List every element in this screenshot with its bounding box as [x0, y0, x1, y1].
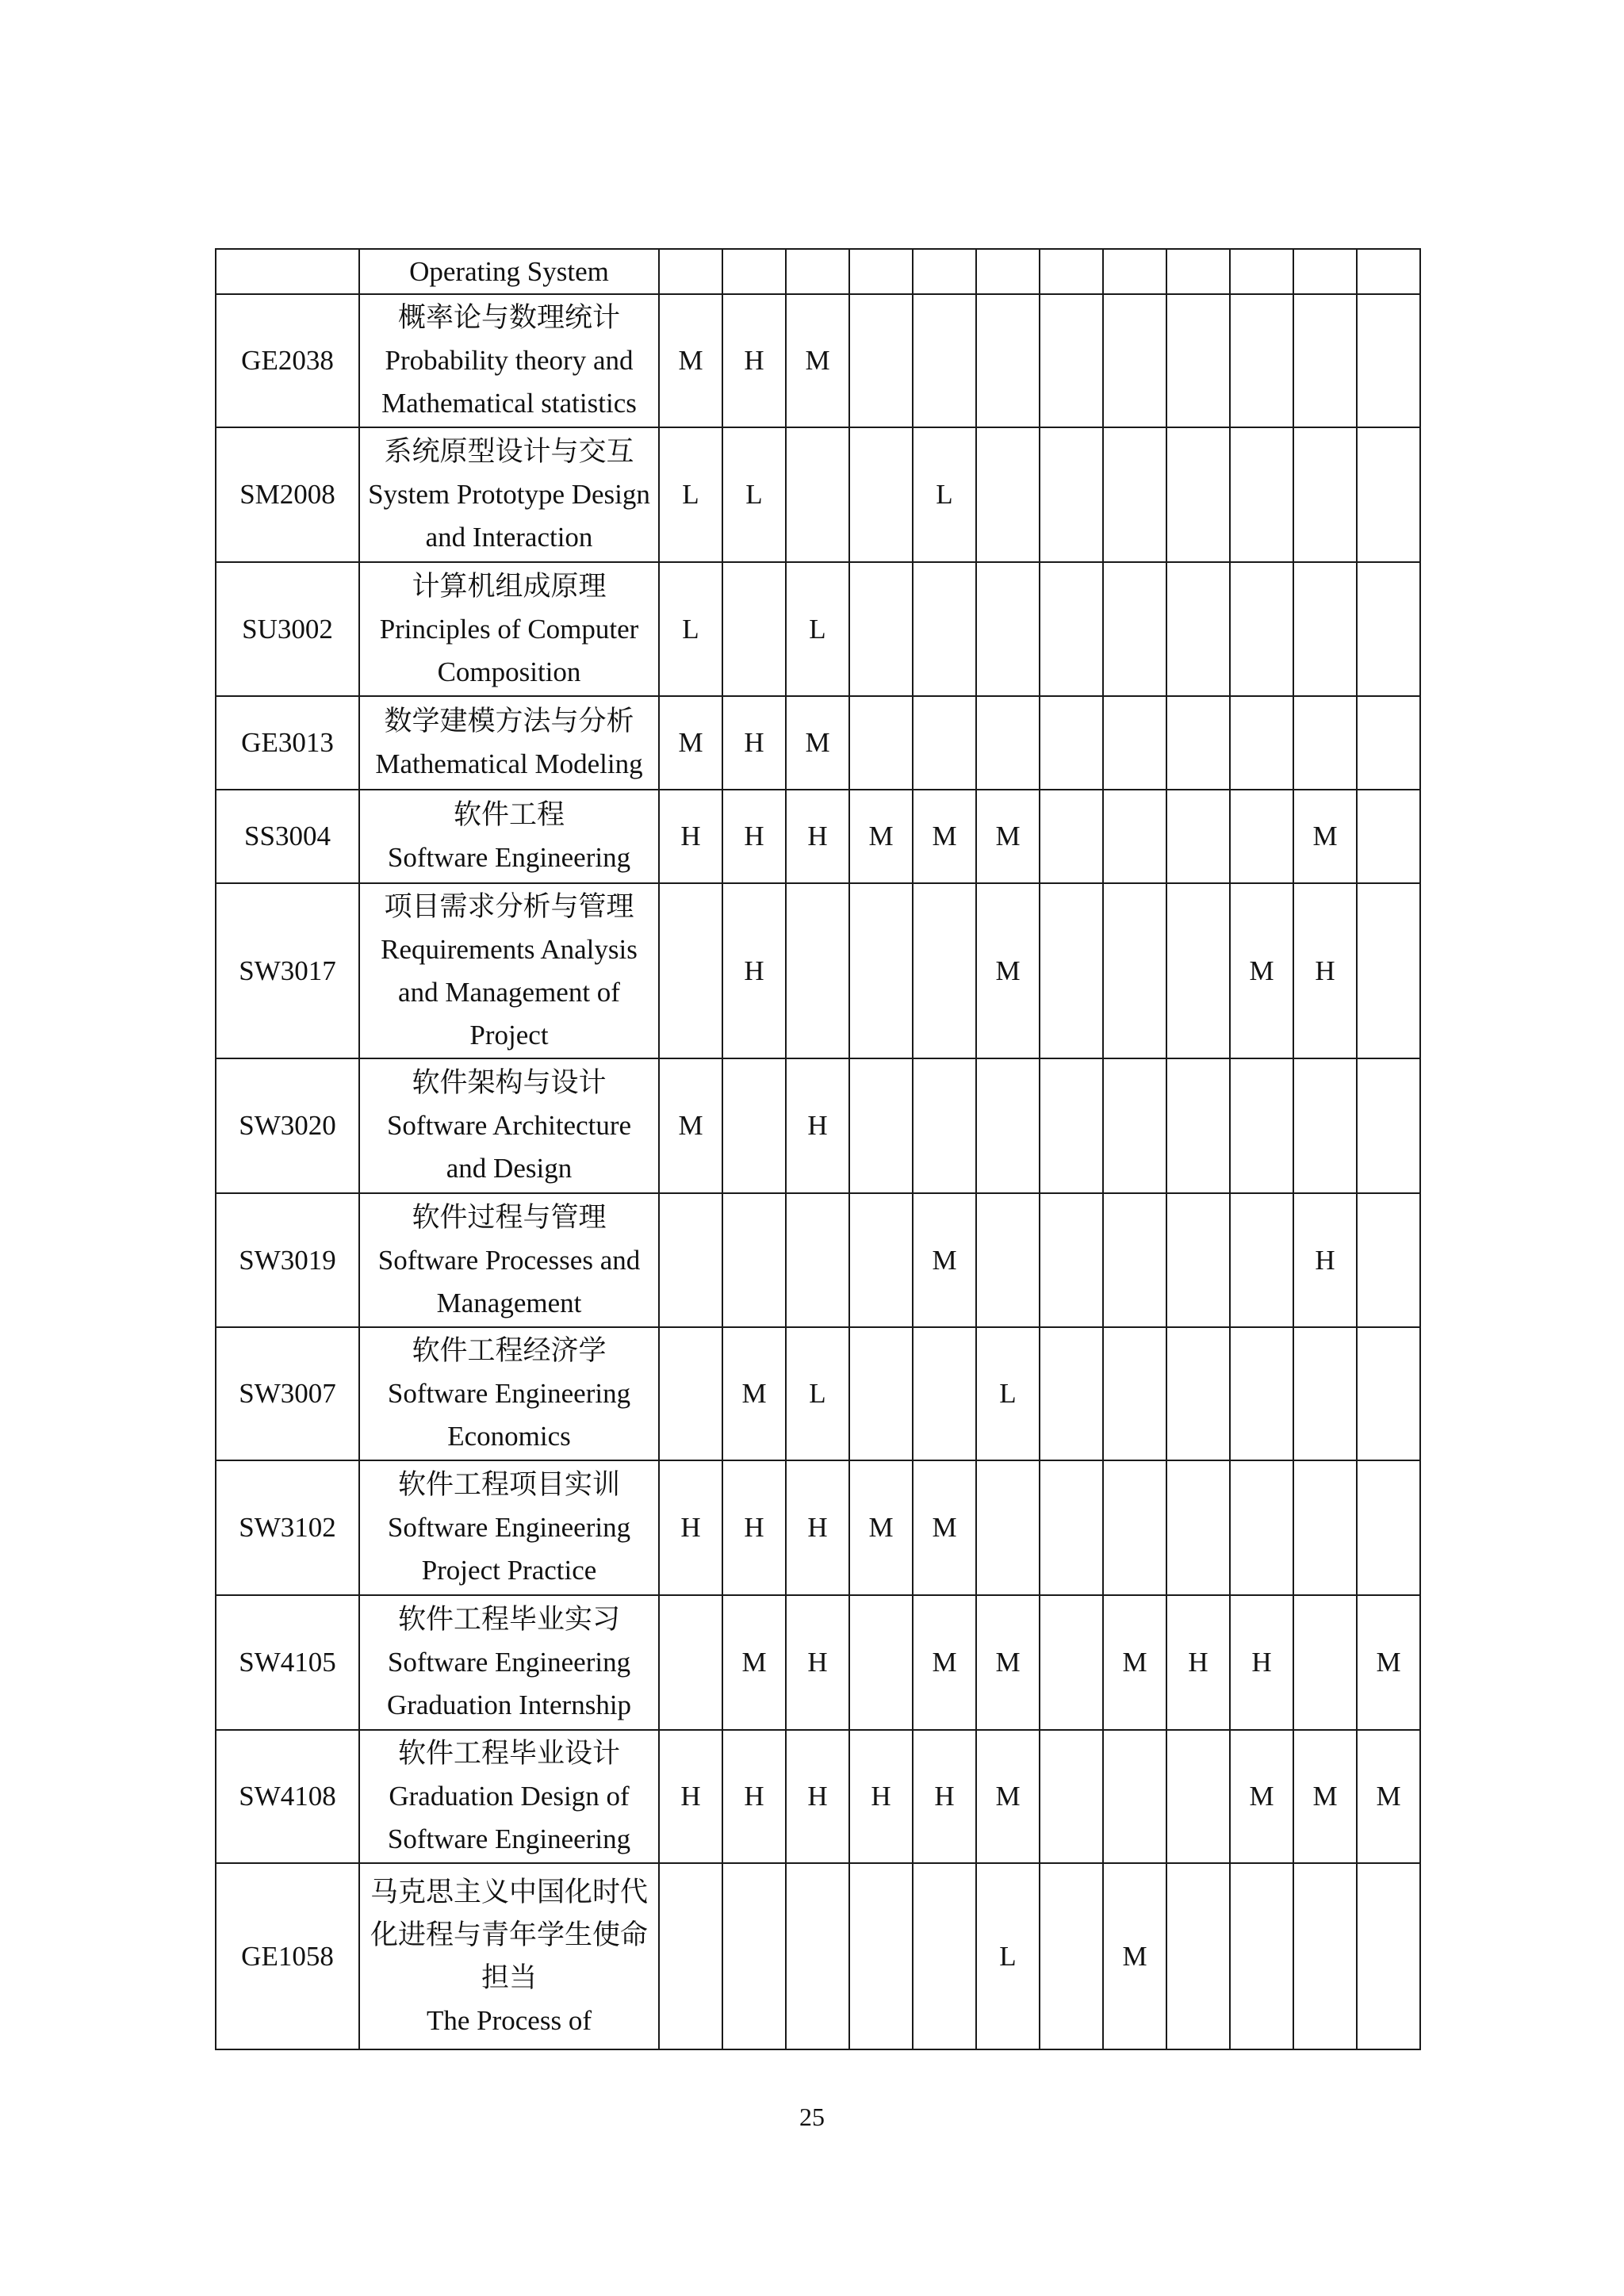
support-level-cell	[786, 1863, 849, 2049]
course-name-en: Software Engineering	[387, 1512, 631, 1543]
support-level-cell	[1357, 696, 1420, 790]
course-name-en: and Interaction	[425, 522, 593, 553]
support-level-cell	[913, 294, 976, 427]
support-level-cell	[1040, 1863, 1103, 2049]
support-level-cell	[1103, 562, 1166, 696]
course-name	[359, 1460, 659, 1595]
course-name-cn: 计算机组成原理	[412, 570, 607, 602]
support-level-cell	[1040, 883, 1103, 1058]
table-row	[216, 790, 1420, 883]
support-level-cell: M	[913, 1193, 976, 1327]
course-name-en: Economics	[447, 1421, 571, 1452]
support-level-cell: H	[659, 1730, 722, 1863]
support-level-cell: M	[913, 1595, 976, 1730]
course-name-en: Composition	[437, 656, 581, 687]
support-level-cell: M	[1103, 1595, 1166, 1730]
support-level-cell	[722, 562, 786, 696]
support-level-cell	[1040, 696, 1103, 790]
course-name-en: Principles of Computer	[379, 613, 639, 645]
support-level-cell: M	[1357, 1730, 1420, 1863]
support-level-cell	[1103, 1460, 1166, 1595]
support-level-cell	[976, 696, 1040, 790]
course-name-en: Software Engineering	[387, 1647, 631, 1678]
support-level-cell	[1103, 883, 1166, 1058]
support-level-cell: M	[913, 790, 976, 883]
support-level-cell	[1230, 790, 1293, 883]
support-level-cell	[786, 883, 849, 1058]
course-name-cn: 软件工程经济学	[412, 1335, 607, 1366]
support-level-cell	[1166, 790, 1230, 883]
support-level-cell	[1166, 1327, 1230, 1460]
support-level-cell: M	[976, 1730, 1040, 1863]
course-name-en: Software Engineering	[387, 1823, 631, 1854]
support-level-cell	[913, 249, 976, 294]
support-level-cell: M	[976, 790, 1040, 883]
support-level-cell	[1230, 1863, 1293, 2049]
support-level-cell: M	[1293, 1730, 1357, 1863]
support-level-cell	[1103, 249, 1166, 294]
table-row	[216, 1327, 1420, 1460]
support-level-cell	[976, 562, 1040, 696]
support-level-cell: H	[659, 1460, 722, 1595]
course-name-en: Mathematical statistics	[381, 388, 637, 419]
table-row	[216, 1730, 1420, 1863]
course-name-en: and Design	[446, 1153, 573, 1184]
course-name-cn: 马克思主义中国化时代	[370, 1876, 648, 1908]
support-level-cell	[786, 249, 849, 294]
support-level-cell	[1230, 1327, 1293, 1460]
support-level-cell	[976, 294, 1040, 427]
support-level-cell	[849, 562, 913, 696]
support-level-cell	[1230, 562, 1293, 696]
support-level-cell	[1357, 790, 1420, 883]
support-level-cell	[1230, 249, 1293, 294]
support-level-cell	[1357, 249, 1420, 294]
support-level-cell	[1040, 790, 1103, 883]
support-level-cell: M	[1230, 883, 1293, 1058]
course-name	[359, 1595, 659, 1730]
support-level-cell: H	[722, 883, 786, 1058]
support-level-cell	[659, 1327, 722, 1460]
course-code: SS3004	[216, 790, 359, 883]
course-name-cn: 概率论与数理统计	[397, 302, 620, 333]
course-name-cn: 项目需求分析与管理	[384, 890, 634, 922]
support-level-cell	[1293, 696, 1357, 790]
table-row	[216, 427, 1420, 562]
support-level-cell	[1103, 790, 1166, 883]
support-level-cell	[1357, 294, 1420, 427]
support-level-cell	[1293, 1595, 1357, 1730]
course-code: GE1058	[216, 1863, 359, 2049]
support-level-cell	[849, 1327, 913, 1460]
support-level-cell	[1293, 1327, 1357, 1460]
support-level-cell	[1040, 1595, 1103, 1730]
support-level-cell	[1166, 427, 1230, 562]
support-level-cell	[1357, 562, 1420, 696]
course-name	[359, 427, 659, 562]
course-name-en: Requirements Analysis	[381, 933, 638, 965]
course-name	[359, 696, 659, 790]
support-level-cell: M	[786, 696, 849, 790]
course-objective-matrix	[215, 248, 1421, 2050]
support-level-cell: H	[722, 696, 786, 790]
support-level-cell	[1230, 427, 1293, 562]
course-name-cn: 软件工程毕业设计	[397, 1738, 620, 1769]
support-level-cell	[659, 1595, 722, 1730]
support-level-cell: L	[722, 427, 786, 562]
support-level-cell	[1040, 562, 1103, 696]
course-code: SU3002	[216, 562, 359, 696]
course-name-en: and Management of	[398, 976, 620, 1008]
support-level-cell	[786, 427, 849, 562]
course-name	[359, 249, 659, 294]
support-level-cell: H	[786, 1460, 849, 1595]
support-level-cell	[1166, 1058, 1230, 1193]
support-level-cell	[1230, 696, 1293, 790]
course-code: SW3017	[216, 883, 359, 1058]
support-level-cell	[1230, 1058, 1293, 1193]
support-level-cell	[1230, 1460, 1293, 1595]
support-level-cell: H	[722, 294, 786, 427]
course-name-en: Software Engineering	[387, 1378, 631, 1409]
support-level-cell	[1040, 1193, 1103, 1327]
course-name-cn: 软件过程与管理	[412, 1201, 607, 1233]
table-row	[216, 1460, 1420, 1595]
support-level-cell	[1040, 1058, 1103, 1193]
course-name-cn: 软件工程项目实训	[397, 1469, 620, 1500]
support-level-cell	[1230, 1193, 1293, 1327]
course-name-en: Software Engineering	[387, 842, 631, 873]
support-level-cell: M	[659, 696, 722, 790]
table-row	[216, 294, 1420, 427]
table-row	[216, 1595, 1420, 1730]
support-level-cell	[849, 427, 913, 562]
support-level-cell: M	[976, 883, 1040, 1058]
support-level-cell	[722, 249, 786, 294]
support-level-cell	[1293, 1863, 1357, 2049]
support-level-cell: H	[1166, 1595, 1230, 1730]
support-level-cell	[1166, 294, 1230, 427]
table-row	[216, 1863, 1420, 2049]
support-level-cell	[1293, 427, 1357, 562]
support-level-cell	[1166, 883, 1230, 1058]
course-name-en: Mathematical Modeling	[375, 748, 643, 779]
course-code: SW4108	[216, 1730, 359, 1863]
support-level-cell	[849, 1863, 913, 2049]
support-level-cell	[849, 1058, 913, 1193]
support-level-cell	[1357, 883, 1420, 1058]
support-level-cell	[1103, 1058, 1166, 1193]
course-name-cn: 软件架构与设计	[412, 1067, 607, 1098]
support-level-cell: L	[659, 562, 722, 696]
course-code: SW3020	[216, 1058, 359, 1193]
table-row	[216, 883, 1420, 1058]
support-level-cell	[1103, 696, 1166, 790]
support-level-cell: H	[1293, 883, 1357, 1058]
support-level-cell	[1103, 1193, 1166, 1327]
support-level-cell	[786, 1193, 849, 1327]
page-number: 25	[799, 2103, 825, 2131]
support-level-cell	[1166, 696, 1230, 790]
support-level-cell	[1166, 1730, 1230, 1863]
support-level-cell	[1166, 1460, 1230, 1595]
support-level-cell: L	[976, 1863, 1040, 2049]
course-name-cn: 数学建模方法与分析	[384, 706, 634, 737]
support-level-cell	[849, 249, 913, 294]
support-level-cell: L	[786, 562, 849, 696]
support-level-cell	[659, 1193, 722, 1327]
course-code	[216, 249, 359, 294]
support-level-cell: M	[849, 1460, 913, 1595]
support-level-cell	[1357, 1863, 1420, 2049]
table-row	[216, 249, 1420, 294]
support-level-cell	[913, 883, 976, 1058]
course-name	[359, 790, 659, 883]
support-level-cell: M	[659, 294, 722, 427]
support-level-cell: M	[1357, 1595, 1420, 1730]
support-level-cell: M	[849, 790, 913, 883]
support-level-cell	[1166, 249, 1230, 294]
support-level-cell	[1230, 294, 1293, 427]
support-level-cell: M	[722, 1327, 786, 1460]
course-name-en: Project	[469, 1019, 549, 1050]
course-name-en: Management	[436, 1287, 582, 1318]
support-level-cell: M	[722, 1595, 786, 1730]
course-name-cn: 软件工程	[453, 799, 565, 830]
support-level-cell	[1103, 294, 1166, 427]
support-level-cell	[976, 1193, 1040, 1327]
support-level-cell: M	[659, 1058, 722, 1193]
support-level-cell	[722, 1058, 786, 1193]
course-name-en: Graduation Design of	[389, 1781, 630, 1812]
support-level-cell	[849, 696, 913, 790]
course-name-cn: 系统原型设计与交互	[384, 436, 634, 467]
course-name	[359, 1058, 659, 1193]
support-level-cell: L	[976, 1327, 1040, 1460]
course-code: SW4105	[216, 1595, 359, 1730]
table-row	[216, 562, 1420, 696]
support-level-cell	[1293, 249, 1357, 294]
support-level-cell	[722, 1863, 786, 2049]
support-level-cell	[1040, 294, 1103, 427]
support-level-cell	[976, 1058, 1040, 1193]
support-level-cell	[976, 1460, 1040, 1595]
course-name-en: Software Processes and	[377, 1244, 641, 1276]
support-level-cell: H	[913, 1730, 976, 1863]
course-name-en: Graduation Internship	[386, 1689, 632, 1720]
course-name-cn: 化进程与青年学生使命	[370, 1919, 648, 1950]
support-level-cell	[1103, 1730, 1166, 1863]
course-name	[359, 883, 659, 1058]
support-level-cell	[1357, 427, 1420, 562]
support-level-cell: M	[976, 1595, 1040, 1730]
support-level-cell	[976, 427, 1040, 562]
support-level-cell: M	[1230, 1730, 1293, 1863]
support-level-cell	[1103, 1327, 1166, 1460]
support-level-cell: H	[786, 1595, 849, 1730]
support-level-cell	[1357, 1193, 1420, 1327]
course-name	[359, 294, 659, 427]
support-level-cell: H	[786, 1730, 849, 1863]
table-row	[216, 1193, 1420, 1327]
course-name-en: Software Architecture	[386, 1110, 632, 1141]
support-level-cell: L	[913, 427, 976, 562]
table-row	[216, 696, 1420, 790]
support-level-cell	[1166, 1193, 1230, 1327]
support-level-cell	[976, 249, 1040, 294]
course-name	[359, 1193, 659, 1327]
support-level-cell	[913, 562, 976, 696]
course-name	[359, 1730, 659, 1863]
support-level-cell: H	[659, 790, 722, 883]
support-level-cell	[1040, 1460, 1103, 1595]
support-level-cell	[1357, 1058, 1420, 1193]
support-level-cell	[659, 1863, 722, 2049]
course-code: SM2008	[216, 427, 359, 562]
table-row	[216, 1058, 1420, 1193]
course-code: SW3019	[216, 1193, 359, 1327]
support-level-cell: H	[786, 790, 849, 883]
course-name-cn: 软件工程毕业实习	[397, 1604, 620, 1635]
support-level-cell: M	[913, 1460, 976, 1595]
course-name	[359, 562, 659, 696]
support-level-cell	[722, 1193, 786, 1327]
support-level-cell: M	[786, 294, 849, 427]
support-level-cell	[849, 883, 913, 1058]
support-level-cell: H	[849, 1730, 913, 1863]
course-code: SW3102	[216, 1460, 359, 1595]
support-level-cell: L	[786, 1327, 849, 1460]
course-code: SW3007	[216, 1327, 359, 1460]
support-level-cell	[1293, 1460, 1357, 1595]
support-level-cell	[1103, 427, 1166, 562]
support-level-cell	[1040, 1730, 1103, 1863]
support-level-cell	[1357, 1460, 1420, 1595]
support-level-cell	[849, 1595, 913, 1730]
support-level-cell	[1293, 1058, 1357, 1193]
support-level-cell	[1040, 1327, 1103, 1460]
support-level-cell	[849, 1193, 913, 1327]
support-level-cell	[913, 1058, 976, 1193]
support-level-cell	[1040, 427, 1103, 562]
course-name	[359, 1863, 659, 2049]
course-name	[359, 1327, 659, 1460]
support-level-cell	[659, 249, 722, 294]
support-level-cell: H	[722, 1460, 786, 1595]
support-level-cell: H	[722, 790, 786, 883]
course-name-en: Project Practice	[421, 1555, 597, 1586]
course-code: GE2038	[216, 294, 359, 427]
course-code: GE3013	[216, 696, 359, 790]
course-name-en: Operating System	[409, 255, 609, 287]
support-level-cell: H	[1293, 1193, 1357, 1327]
support-level-cell: M	[1103, 1863, 1166, 2049]
course-name-en: The Process of	[426, 2004, 592, 2036]
course-name-en: System Prototype Design	[368, 479, 650, 510]
support-level-cell: H	[722, 1730, 786, 1863]
support-level-cell	[1040, 249, 1103, 294]
support-level-cell	[1166, 1863, 1230, 2049]
support-level-cell	[913, 1863, 976, 2049]
support-level-cell: H	[786, 1058, 849, 1193]
support-level-cell	[659, 883, 722, 1058]
support-level-cell	[1357, 1327, 1420, 1460]
support-level-cell	[1293, 562, 1357, 696]
course-name-cn: 担当	[481, 1961, 537, 1993]
support-level-cell	[1293, 294, 1357, 427]
support-level-cell	[913, 696, 976, 790]
support-level-cell	[1166, 562, 1230, 696]
course-name-en: Probability theory and	[385, 345, 634, 376]
support-level-cell: L	[659, 427, 722, 562]
support-level-cell: M	[1293, 790, 1357, 883]
support-level-cell	[913, 1327, 976, 1460]
support-level-cell: H	[1230, 1595, 1293, 1730]
support-level-cell	[849, 294, 913, 427]
